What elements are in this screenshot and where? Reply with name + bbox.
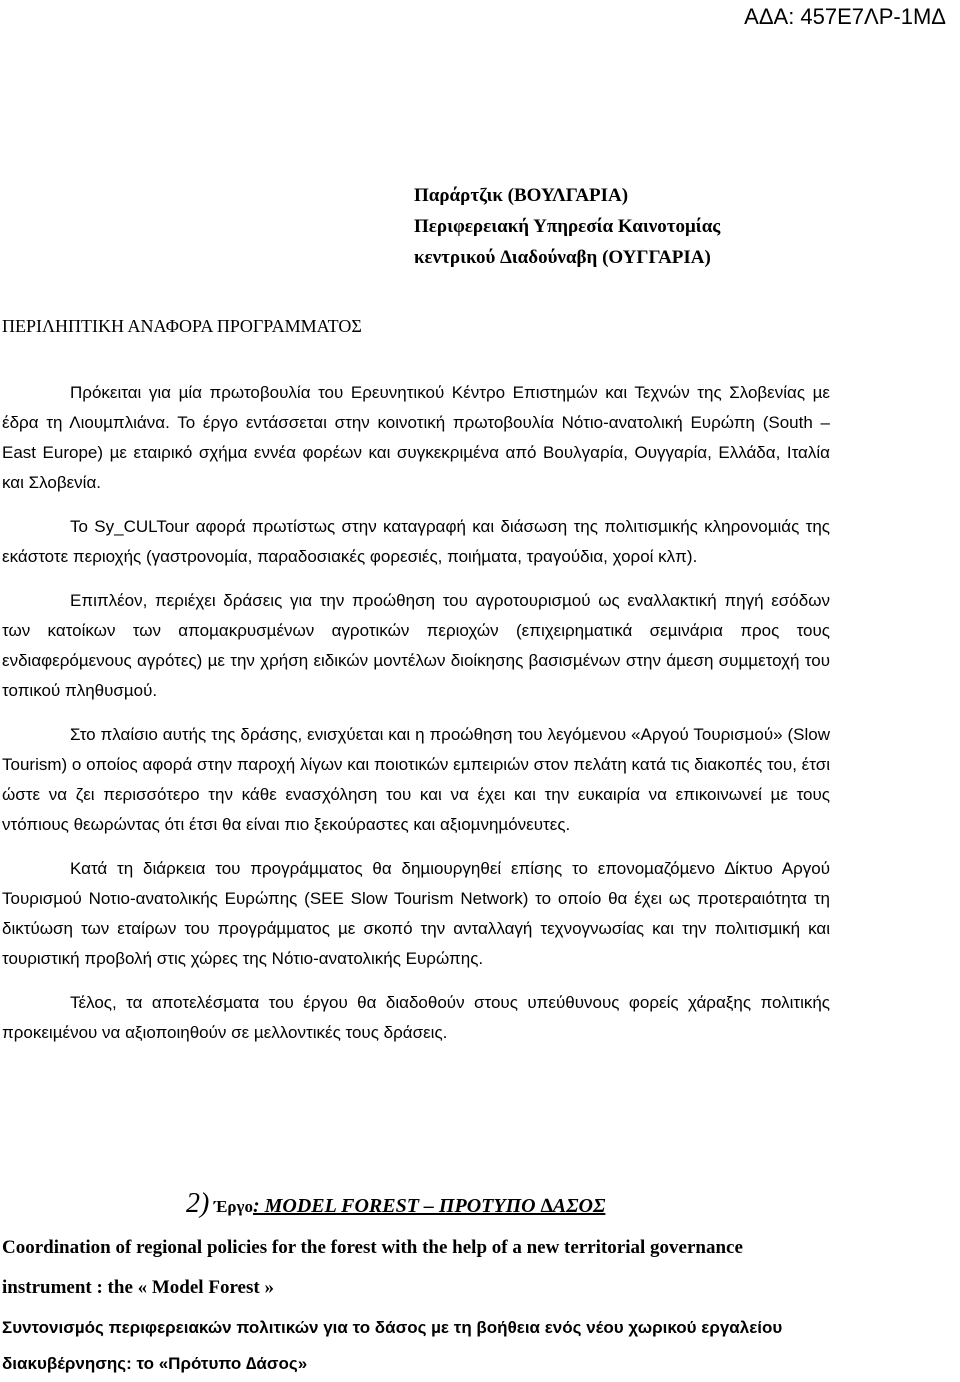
paragraph: Πρόκειται για µία πρωτοβουλία του Ερευνητικού Κέντρο Επιστηµών και Τεχνών της Σλοβενίας µε έδρα τη Λιουµπλιάνα. Το έργο εντάσσεται στην κοινοτική πρωτοβουλία Νότιο-ανατολική Ευρώπη (South – East Europe) µε εταιρικό σχήµα εννέα φορέων και συγκεκριµένα από Βουλγαρία, Ουγγαρία, Ελλάδα, Ιταλία και Σλοβενία. xyxy=(2,383,830,492)
project-number: 2) xyxy=(186,1188,210,1219)
heading-line: κεντρικού ∆ιαδούναβη (ΟΥΓΓΑΡΙΑ) xyxy=(414,247,711,268)
paragraph: Επιπλέον, περιέχει δράσεις για την προώθηση του αγροτουρισµού ως εναλλακτική πηγή εσόδων των κατοίκων των αποµακρυσµένων αγροτικών περιοχών (επιχειρηµατικά σεµινάρια προς τους ενδιαφερόµενους αγρότες) µε την χρήση ειδικών µοντέλων διοίκησης βασισµένων στην άµεση συµµετοχή του τοπικού πληθυσµού. xyxy=(2,591,830,700)
coordination-english: Coordination of regional policies for the forest with the help of a new territorial governance instrument : the « Model Forest » xyxy=(2,1237,743,1298)
summary-title: ΠΕΡΙΛΗΠΤΙΚΗ ΑΝΑΦΟΡΑ ΠΡΟΓΡΑΜΜΑΤΟΣ xyxy=(2,316,362,336)
heading-block xyxy=(414,180,720,273)
paragraph: Κατά τη διάρκεια του προγράµµατος θα δηµιουργηθεί επίσης το επονοµαζόµενο ∆ίκτυο Αργού Τουρισµού Νοτιο-ανατολικής Ευρώπης (SEE Slow Tourism Network) το οποίο θα έχει ως προτεραιότητα τη δικτύωση των εταίρων του προγράµµατος µε σκοπό την ανταλλαγή τεχνογνωσίας και την πολιτισµική και τουριστική προβολή στις χώρες της Νότιο-ανατολικής Ευρώπης. xyxy=(2,859,830,968)
document-id-header: ΑΔΑ: 457Ε7ΛΡ-1ΜΔ xyxy=(744,4,946,29)
heading-line: Παράρτζικ (ΒΟΥΛΓΑΡΙΑ) xyxy=(414,185,629,206)
project-heading xyxy=(186,1186,605,1225)
heading-line: Περιφερειακή Υπηρεσία Καινοτομίας xyxy=(414,216,721,237)
paragraph: Τέλος, τα αποτελέσµατα του έργου θα διαδοθούν στους υπεύθυνους φορείς χάραξης πολιτικής προκειµένου να αξιοποιηθούν σε µελλοντικές τους δράσεις. xyxy=(2,993,830,1042)
body-text xyxy=(2,378,830,1062)
paragraph: Το Sy_CULTour αφορά πρωτίστως στην καταγραφή και διάσωση της πολιτισµικής κληρονοµιάς της εκάστοτε περιοχής (γαστρονοµία, παραδοσιακές φορεσιές, ποιήµατα, τραγούδια, χοροί κλπ). xyxy=(2,517,830,566)
project-name: : MODEL FOREST – ΠΡΟΤΥΠΟ ∆ΑΣΟΣ xyxy=(252,1195,606,1217)
coordination-greek: Συντονισµός περιφερειακών πολιτικών για το δάσος µε τη βοήθεια ενός νέου χωρικού εργαλείου διακυβέρνησης: το «Πρότυπο ∆άσος» xyxy=(2,1318,783,1373)
paragraph: Στο πλαίσιο αυτής της δράσης, ενισχύεται και η προώθηση του λεγόµενου «Αργού Τουρισµού» (Slow Tourism) ο οποίος αφορά στην παροχή λίγων και ποιοτικών εµπειριών στον πελάτη κατά τις διακοπές του, έτσι ώστε να ζει περισσότερο την κάθε ενασχόληση του και να έχει και την ευκαιρία να επικοινωνεί µε τους ντόπιους θεωρώντας ότι έτσι θα είναι πιο ξεκούραστες και αξιοµνηµόνευτες. xyxy=(2,725,830,834)
project-label: Έργο xyxy=(213,1197,253,1216)
